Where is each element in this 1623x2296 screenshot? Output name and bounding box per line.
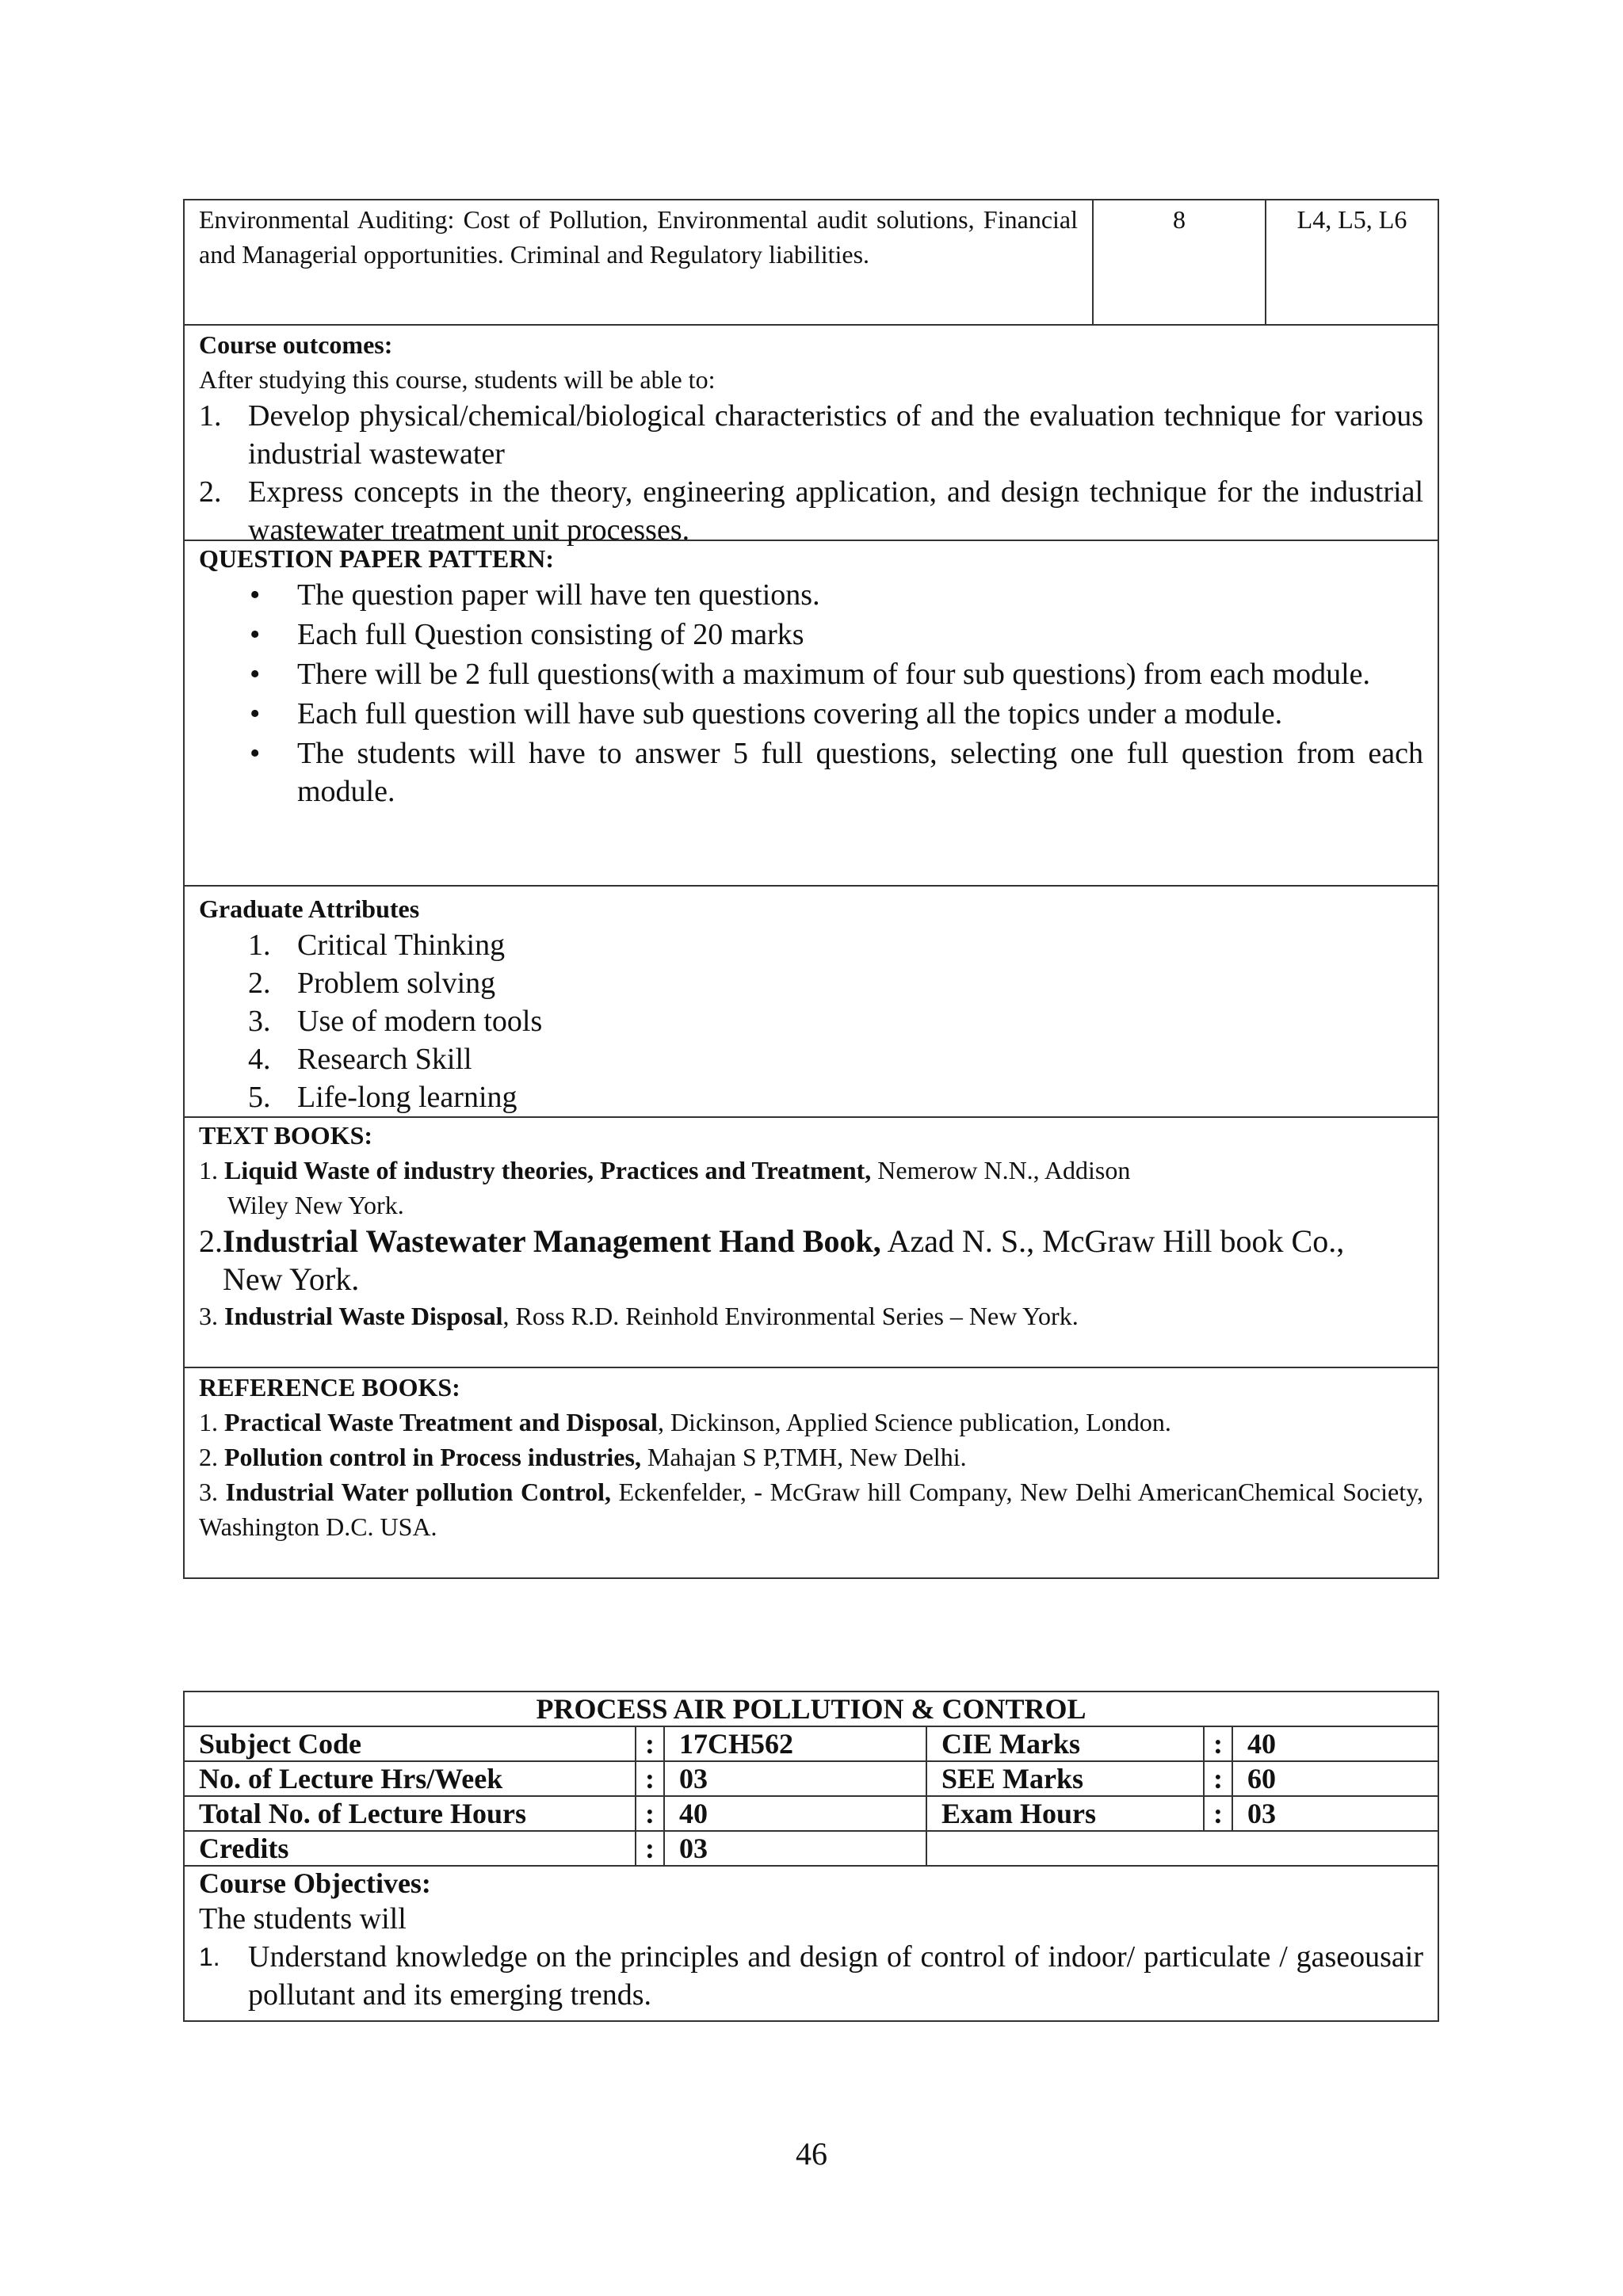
total-lecture-hours-label: Total No. of Lecture Hours (184, 1796, 636, 1831)
separator: : (636, 1796, 664, 1831)
list-number: 1. (199, 399, 222, 433)
separator: : (636, 1831, 664, 1866)
list-text: The question paper will have ten questions. (297, 578, 820, 612)
list-number: 3. (199, 1302, 218, 1330)
list-text: Life-long learning (297, 1081, 517, 1114)
list-number: 4. (248, 1043, 271, 1076)
text-book-item-1 (199, 1153, 1423, 1188)
list-text: Problem solving (297, 967, 496, 1000)
course-outcomes-intro: After studying this course, students will be able to: (199, 365, 716, 394)
book-title: Practical Waste Treatment and Disposal (224, 1408, 658, 1436)
book-details: Mahajan S P,TMH, New Delhi. (647, 1443, 967, 1471)
reference-books-heading: REFERENCE BOOKS: (199, 1373, 460, 1402)
separator: : (636, 1726, 664, 1761)
list-text: Each full Question consisting of 20 marks (297, 618, 804, 651)
graduate-attributes-list (199, 926, 1423, 1116)
exam-hours-value: 03 (1232, 1796, 1438, 1831)
list-item (199, 964, 1423, 1002)
course-outcomes-heading: Course outcomes: (199, 330, 393, 359)
separator: : (636, 1761, 664, 1796)
graduate-attributes-heading: Graduate Attributes (199, 894, 420, 923)
course-objectives-list (199, 1938, 1423, 2014)
text-book-item-3 (199, 1299, 1423, 1333)
book-title: Industrial Waste Disposal (224, 1302, 503, 1330)
module-hours: 8 (1173, 205, 1186, 234)
subject-code-label: Subject Code (184, 1726, 636, 1761)
table-row (184, 1726, 1438, 1761)
list-number: 2. (248, 967, 271, 1000)
list-item (199, 616, 1423, 654)
question-paper-heading: QUESTION PAPER PATTERN: (199, 544, 555, 573)
course-objectives-intro: The students will (199, 1902, 407, 1936)
separator: : (1204, 1726, 1232, 1761)
book-title: Industrial Water pollution Control, (225, 1478, 612, 1506)
list-item (199, 734, 1423, 810)
exam-hours-label: Exam Hours (926, 1796, 1204, 1831)
bullet-icon: • (250, 618, 261, 651)
bullet-icon: • (250, 697, 261, 730)
list-text: Research Skill (297, 1043, 472, 1076)
bullet-icon: • (250, 578, 261, 612)
credits-value: 03 (664, 1831, 926, 1866)
total-lecture-hours-value: 40 (664, 1796, 926, 1831)
list-item (199, 1078, 1423, 1116)
text-books-heading: TEXT BOOKS: (199, 1121, 373, 1150)
list-text: Critical Thinking (297, 929, 506, 962)
list-item (199, 655, 1423, 693)
reference-book-item-2 (199, 1440, 1423, 1474)
module-topics-text: Environmental Auditing: Cost of Pollution, Environmental audit solutions, Financial and Managerial opportunities. Criminal and Regulatory liabilities. (199, 205, 1078, 269)
list-item (199, 397, 1423, 473)
list-number: 3. (199, 1478, 218, 1506)
question-paper-row (184, 540, 1438, 886)
separator: : (1204, 1761, 1232, 1796)
list-number: 5. (248, 1081, 271, 1114)
book-details: Nemerow N.N., Addison (877, 1156, 1131, 1184)
module-levels: L4, L5, L6 (1296, 205, 1407, 234)
syllabus-table (183, 199, 1439, 1579)
course-outcomes-row (184, 325, 1438, 540)
text-books-row (184, 1117, 1438, 1367)
page-number: 46 (796, 2136, 827, 2172)
list-text: Express concepts in the theory, engineering application, and design technique for the industrial wastewater treatment unit processes. (248, 475, 1423, 547)
lecture-hrs-week-value: 03 (664, 1761, 926, 1796)
book-details: , Dickinson, Applied Science publication, London. (657, 1408, 1171, 1436)
book-title: Liquid Waste of industry theories, Practices and Treatment, (224, 1156, 872, 1184)
see-marks-value: 60 (1232, 1761, 1438, 1796)
table-row (184, 1796, 1438, 1831)
book-details: Eckenfelder, - McGraw hill Company, New Delhi AmericanChemical Society, Washington D.C. USA. (199, 1478, 1424, 1541)
list-text: Each full question will have sub questions covering all the topics under a module. (297, 697, 1283, 730)
empty-cell (926, 1831, 1438, 1866)
list-item (199, 1002, 1423, 1040)
list-number: 1. (199, 1156, 218, 1184)
list-number: 2. (199, 475, 222, 509)
list-number: 1. (199, 1943, 220, 1971)
list-text: The students will have to answer 5 full questions, selecting one full question from each module. (297, 737, 1423, 808)
book-title: Industrial Wastewater Management Hand Book, (223, 1223, 881, 1259)
bullet-icon: • (250, 737, 261, 770)
list-number: 3. (248, 1005, 271, 1038)
list-text: Develop physical/chemical/biological characteristics of and the evaluation technique for various industrial wastewater (248, 399, 1423, 471)
table-row (184, 1761, 1438, 1796)
reference-book-item-1 (199, 1405, 1423, 1440)
list-text: Use of modern tools (297, 1005, 543, 1038)
book-details: Azad N. S., McGraw Hill book Co., (887, 1223, 1345, 1259)
bullet-icon: • (250, 658, 261, 691)
list-item (199, 1040, 1423, 1078)
list-item (199, 1938, 1423, 2014)
list-item (199, 576, 1423, 614)
list-number: 2. (199, 1443, 218, 1471)
book-details-continued: Wiley New York. (227, 1191, 404, 1219)
see-marks-label: SEE Marks (926, 1761, 1204, 1796)
course-title: PROCESS AIR POLLUTION & CONTROL (184, 1691, 1438, 1726)
course-title-row (184, 1691, 1438, 1726)
list-number: 1. (199, 1408, 218, 1436)
course-objectives-heading: Course Objectives: (199, 1867, 431, 1899)
question-paper-list (199, 576, 1423, 810)
book-details: , Ross R.D. Reinhold Environmental Series – New York. (502, 1302, 1079, 1330)
credits-label: Credits (184, 1831, 636, 1866)
list-item (199, 926, 1423, 964)
cie-marks-label: CIE Marks (926, 1726, 1204, 1761)
lecture-hrs-week-label: No. of Lecture Hrs/Week (184, 1761, 636, 1796)
reference-books-row (184, 1367, 1438, 1578)
separator: : (1204, 1796, 1232, 1831)
graduate-attributes-row (184, 886, 1438, 1117)
list-item (199, 695, 1423, 733)
table-row (184, 1831, 1438, 1866)
book-details-continued: New York. (223, 1261, 360, 1297)
cie-marks-value: 40 (1232, 1726, 1438, 1761)
list-number: 1. (248, 929, 271, 962)
course-objectives-row (184, 1866, 1438, 2021)
text-book-item-2 (199, 1222, 1423, 1261)
list-number: 2. (199, 1223, 223, 1259)
reference-book-item-3 (199, 1474, 1423, 1544)
subject-code-value: 17CH562 (664, 1726, 926, 1761)
course-outcomes-list (199, 397, 1423, 549)
course-details-table (183, 1691, 1439, 2022)
list-text: There will be 2 full questions(with a maximum of four sub questions) from each module. (297, 658, 1370, 691)
module-row (184, 200, 1438, 325)
list-item (199, 473, 1423, 549)
list-text: Understand knowledge on the principles and design of control of indoor/ particulate / gaseousair pollutant and its emerging trends. (248, 1940, 1424, 2012)
book-title: Pollution control in Process industries, (224, 1443, 641, 1471)
